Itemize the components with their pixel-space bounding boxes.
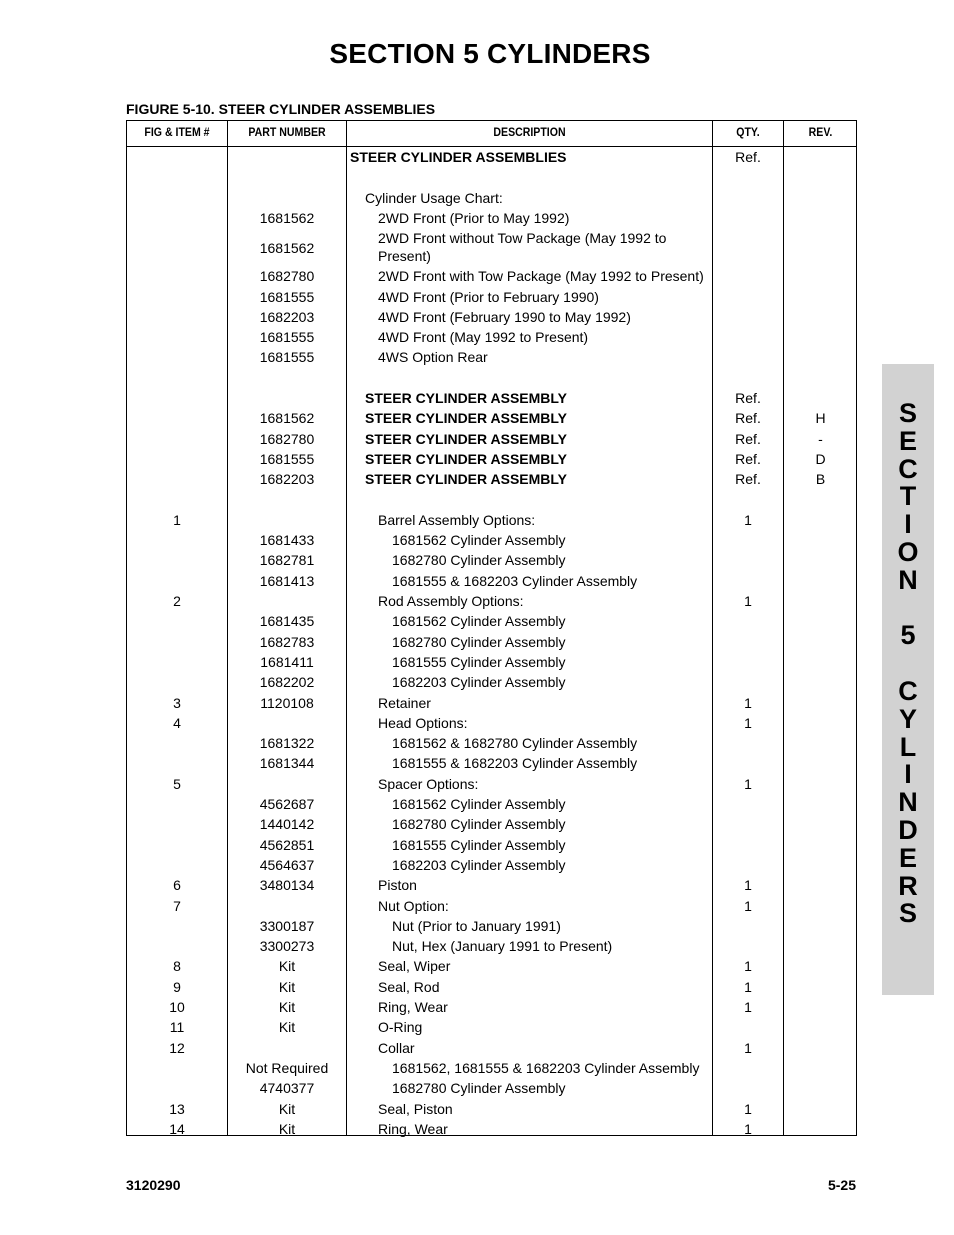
qty-cell: Ref. [735,410,761,427]
table-row [127,148,856,168]
description-cell: Seal, Wiper [378,958,451,975]
table-row [127,836,856,856]
fig-item-cell: 12 [169,1039,185,1056]
part-number-cell: Kit [278,999,296,1015]
part-number-cell: 4740377 [259,1080,315,1097]
qty-cell: 1 [744,1120,752,1137]
description-cell: Ring, Wear [378,1120,448,1137]
table-row [127,694,856,714]
table-row [127,673,856,693]
part-number-cell: Kit [278,978,296,995]
section-side-tab [882,364,934,995]
side-tab-letter: E [898,842,917,873]
fig-item-cell: 11 [169,1019,185,1036]
qty-cell: 1 [744,897,752,914]
description-cell: Retainer [378,694,431,711]
table-row [127,734,856,754]
header-rev: REV. [808,125,833,139]
qty-cell: 1 [744,593,752,609]
table-row [127,1079,856,1099]
description-cell: 1681562 Cylinder Assembly [392,532,566,549]
description-cell: 1682203 Cylinder Assembly [392,674,566,691]
description-cell: Rod Assembly Options: [378,593,524,609]
description-cell: 1681562 Cylinder Assembly [392,796,566,812]
table-row [127,856,856,876]
document-number: 3120290 [126,1177,181,1193]
table-row [127,937,856,957]
part-number-cell: 1681411 [260,653,314,670]
part-number-cell: 1682781 [259,552,315,569]
table-row [127,1018,856,1038]
rev-cell: - [818,430,823,447]
part-number-cell: 1681322 [259,735,315,752]
description-cell: Cylinder Usage Chart: [365,189,503,206]
part-number-cell: 1440142 [259,816,315,833]
description-cell: O-Ring [378,1019,423,1036]
description-cell: STEER CYLINDER ASSEMBLY [365,390,567,406]
header-divider [127,146,856,147]
table-row [127,551,856,571]
side-tab-letter: L [899,731,917,762]
side-tab-letter: I [904,509,912,540]
description-cell: STEER CYLINDER ASSEMBLY [365,471,567,488]
qty-cell: 1 [744,1039,752,1056]
description-cell: Piston [378,877,417,894]
fig-item-cell: 6 [173,877,181,894]
table-row [127,470,856,490]
side-tab-letter [882,595,934,623]
table-row [127,369,856,389]
table-row [127,409,856,429]
table-row [127,612,856,632]
description-cell: STEER CYLINDER ASSEMBLY [365,430,567,447]
fig-item-cell: 7 [173,897,181,914]
table-row [127,1039,856,1059]
fig-item-cell: 1 [173,511,181,528]
side-tab-letter: E [898,425,917,456]
description-cell: Spacer Options: [378,775,479,792]
table-row [127,592,856,612]
part-number-cell: 1681413 [259,572,315,589]
table-row [127,998,856,1018]
table-row [127,754,856,774]
header-description: DESCRIPTION [493,125,566,139]
table-row [127,531,856,551]
table-row [127,267,856,287]
qty-cell: 1 [744,714,752,731]
description-cell: 1682780 Cylinder Assembly [392,633,566,650]
table-row [127,450,856,470]
qty-cell: 1 [744,978,752,995]
side-tab-letter: N [898,564,918,595]
part-number-cell: 1682783 [259,633,315,650]
description-cell: 1681562, 1681555 & 1682203 Cylinder Assembly [392,1059,700,1076]
part-number-cell: 1681562 [259,209,315,226]
part-number-cell: 3480134 [259,877,315,894]
description-cell: 1681555 & 1682203 Cylinder Assembly [392,755,638,772]
side-tab-letter: S [898,398,917,428]
description-cell: 1681562 & 1682780 Cylinder Assembly [392,735,638,752]
qty-cell: Ref. [735,450,761,467]
table-row [127,714,856,734]
description-cell: Seal, Rod [378,978,440,995]
fig-item-cell: 2 [173,593,181,609]
description-cell: Seal, Piston [378,1100,453,1117]
part-number-cell: 1682203 [259,471,315,488]
description-cell: 1682780 Cylinder Assembly [392,552,566,569]
part-number-cell: 1682780 [259,430,315,447]
fig-item-cell: 8 [173,958,181,975]
fig-item-cell: 13 [169,1100,185,1117]
side-tab-letter: D [898,814,918,845]
table-row [127,189,856,209]
table-row [127,1120,856,1140]
part-number-cell: 1681344 [259,755,315,772]
description-cell: 1682203 Cylinder Assembly [392,856,566,873]
qty-cell: Ref. [735,390,761,406]
fig-item-cell: 4 [173,714,181,731]
header-qty: QTY. [736,125,760,139]
qty-cell: Ref. [735,471,761,488]
part-number-cell: 4564637 [259,856,315,873]
rev-cell: B [815,471,826,488]
part-number-cell: 3300273 [259,938,315,955]
part-number-cell: 4562687 [259,796,315,812]
side-tab-letter: O [897,536,919,567]
part-number-cell: 1682202 [259,674,315,691]
qty-cell: 1 [744,694,752,711]
table-row [127,430,856,450]
table-row [127,876,856,896]
side-tab-letter: C [898,453,918,484]
description-cell: 1681555 & 1682203 Cylinder Assembly [392,572,638,589]
side-tab-letter: 5 [900,620,916,651]
part-number-cell: 1681562 [259,410,315,427]
description-cell: 4WS Option Rear [378,349,488,366]
side-tab-label [882,400,934,928]
description-cell: 4WD Front (May 1992 to Present) [378,329,589,346]
qty-cell: 1 [744,1100,752,1117]
header-fig-item: FIG & ITEM # [144,125,210,139]
description-cell: Nut (Prior to January 1991) [392,917,561,934]
description-cell: STEER CYLINDER ASSEMBLY [365,410,567,427]
table-row [127,348,856,368]
description-cell: 4WD Front (Prior to February 1990) [378,288,599,305]
table-row [127,653,856,673]
part-number-cell: Kit [278,958,296,975]
table-row [127,168,856,188]
fig-item-cell: 14 [169,1120,185,1137]
table-row [127,815,856,835]
qty-cell: 1 [744,877,752,894]
table-row [127,511,856,531]
side-tab-letter: R [898,870,918,901]
table-row [127,1059,856,1079]
description-cell: STEER CYLINDER ASSEMBLIES [350,149,567,165]
part-number-cell: Kit [278,1100,296,1117]
table-row [127,572,856,592]
page-title: SECTION 5 CYLINDERS [329,38,651,69]
part-number-cell: 1682780 [259,268,315,285]
table-row [127,389,856,409]
part-number-cell: Not Required [245,1059,329,1076]
rev-cell: D [815,450,826,467]
part-number-cell: 1681555 [259,329,315,346]
part-number-cell: 1681435 [259,613,315,630]
table-row [127,308,856,328]
table-row [127,917,856,937]
part-number-cell: 1681555 [259,349,315,366]
table-row [127,978,856,998]
side-tab-letter: C [898,675,918,706]
qty-cell: 1 [744,999,752,1015]
part-number-cell: 1681433 [259,532,315,549]
table-row [127,775,856,795]
description-cell: 1682780 Cylinder Assembly [392,816,566,833]
qty-cell: Ref. [735,149,761,165]
table-row [127,957,856,977]
side-tab-letter: N [898,787,918,818]
part-number-cell: 1681562 [259,240,315,257]
description-cell: 2WD Front (Prior to May 1992) [378,209,570,226]
fig-item-cell: 5 [173,775,181,792]
figure-title: FIGURE 5-10. STEER CYLINDER ASSEMBLIES [126,101,436,117]
rev-cell: H [815,410,826,427]
qty-cell: Ref. [735,430,761,447]
table-row [127,229,856,267]
part-number-cell: Kit [278,1019,296,1036]
part-number-cell: 3300187 [259,917,315,934]
table-row [127,209,856,229]
description-cell: Collar [378,1039,415,1056]
description-cell: 1681562 Cylinder Assembly [392,613,566,630]
fig-item-cell: 10 [169,999,185,1015]
part-number-cell: 4562851 [259,836,315,853]
description-cell: 2WD Front without Tow Package (May 1992 to Present) [378,230,667,265]
qty-cell: 1 [744,958,752,975]
part-number-cell: Kit [278,1120,296,1137]
table-row [127,288,856,308]
side-tab-letter: I [904,759,912,790]
description-cell: 1682780 Cylinder Assembly [392,1080,566,1097]
description-cell: 1681555 Cylinder Assembly [392,836,566,853]
page-number: 5-25 [827,1177,856,1193]
part-number-cell: 1681555 [259,288,315,305]
table-row [127,633,856,653]
side-tab-letter [882,650,934,678]
part-number-cell: 1681555 [259,450,315,467]
table-row [127,491,856,511]
parts-table [126,120,857,1136]
description-cell: Ring, Wear [378,999,448,1015]
table-row [127,795,856,815]
description-cell: Nut, Hex (January 1991 to Present) [392,938,613,955]
qty-cell: 1 [744,511,752,528]
fig-item-cell: 9 [173,978,181,995]
part-number-cell: 1682203 [259,308,315,325]
side-tab-letter: Y [898,703,917,734]
table-row [127,328,856,348]
part-number-cell: 1120108 [260,694,314,711]
description-cell: 1681555 Cylinder Assembly [392,653,566,670]
table-row [127,1100,856,1120]
description-cell: Barrel Assembly Options: [378,511,536,528]
table-row [127,897,856,917]
header-part-number: PART NUMBER [248,125,326,139]
description-cell: Nut Option: [378,897,449,914]
description-cell: Head Options: [378,714,468,731]
side-tab-letter: T [899,481,917,512]
side-tab-letter: S [898,898,917,929]
qty-cell: 1 [744,775,752,792]
description-cell: 4WD Front (February 1990 to May 1992) [378,308,631,325]
description-cell: STEER CYLINDER ASSEMBLY [365,450,567,467]
description-cell: 2WD Front with Tow Package (May 1992 to Present) [378,268,704,285]
fig-item-cell: 3 [173,694,181,711]
